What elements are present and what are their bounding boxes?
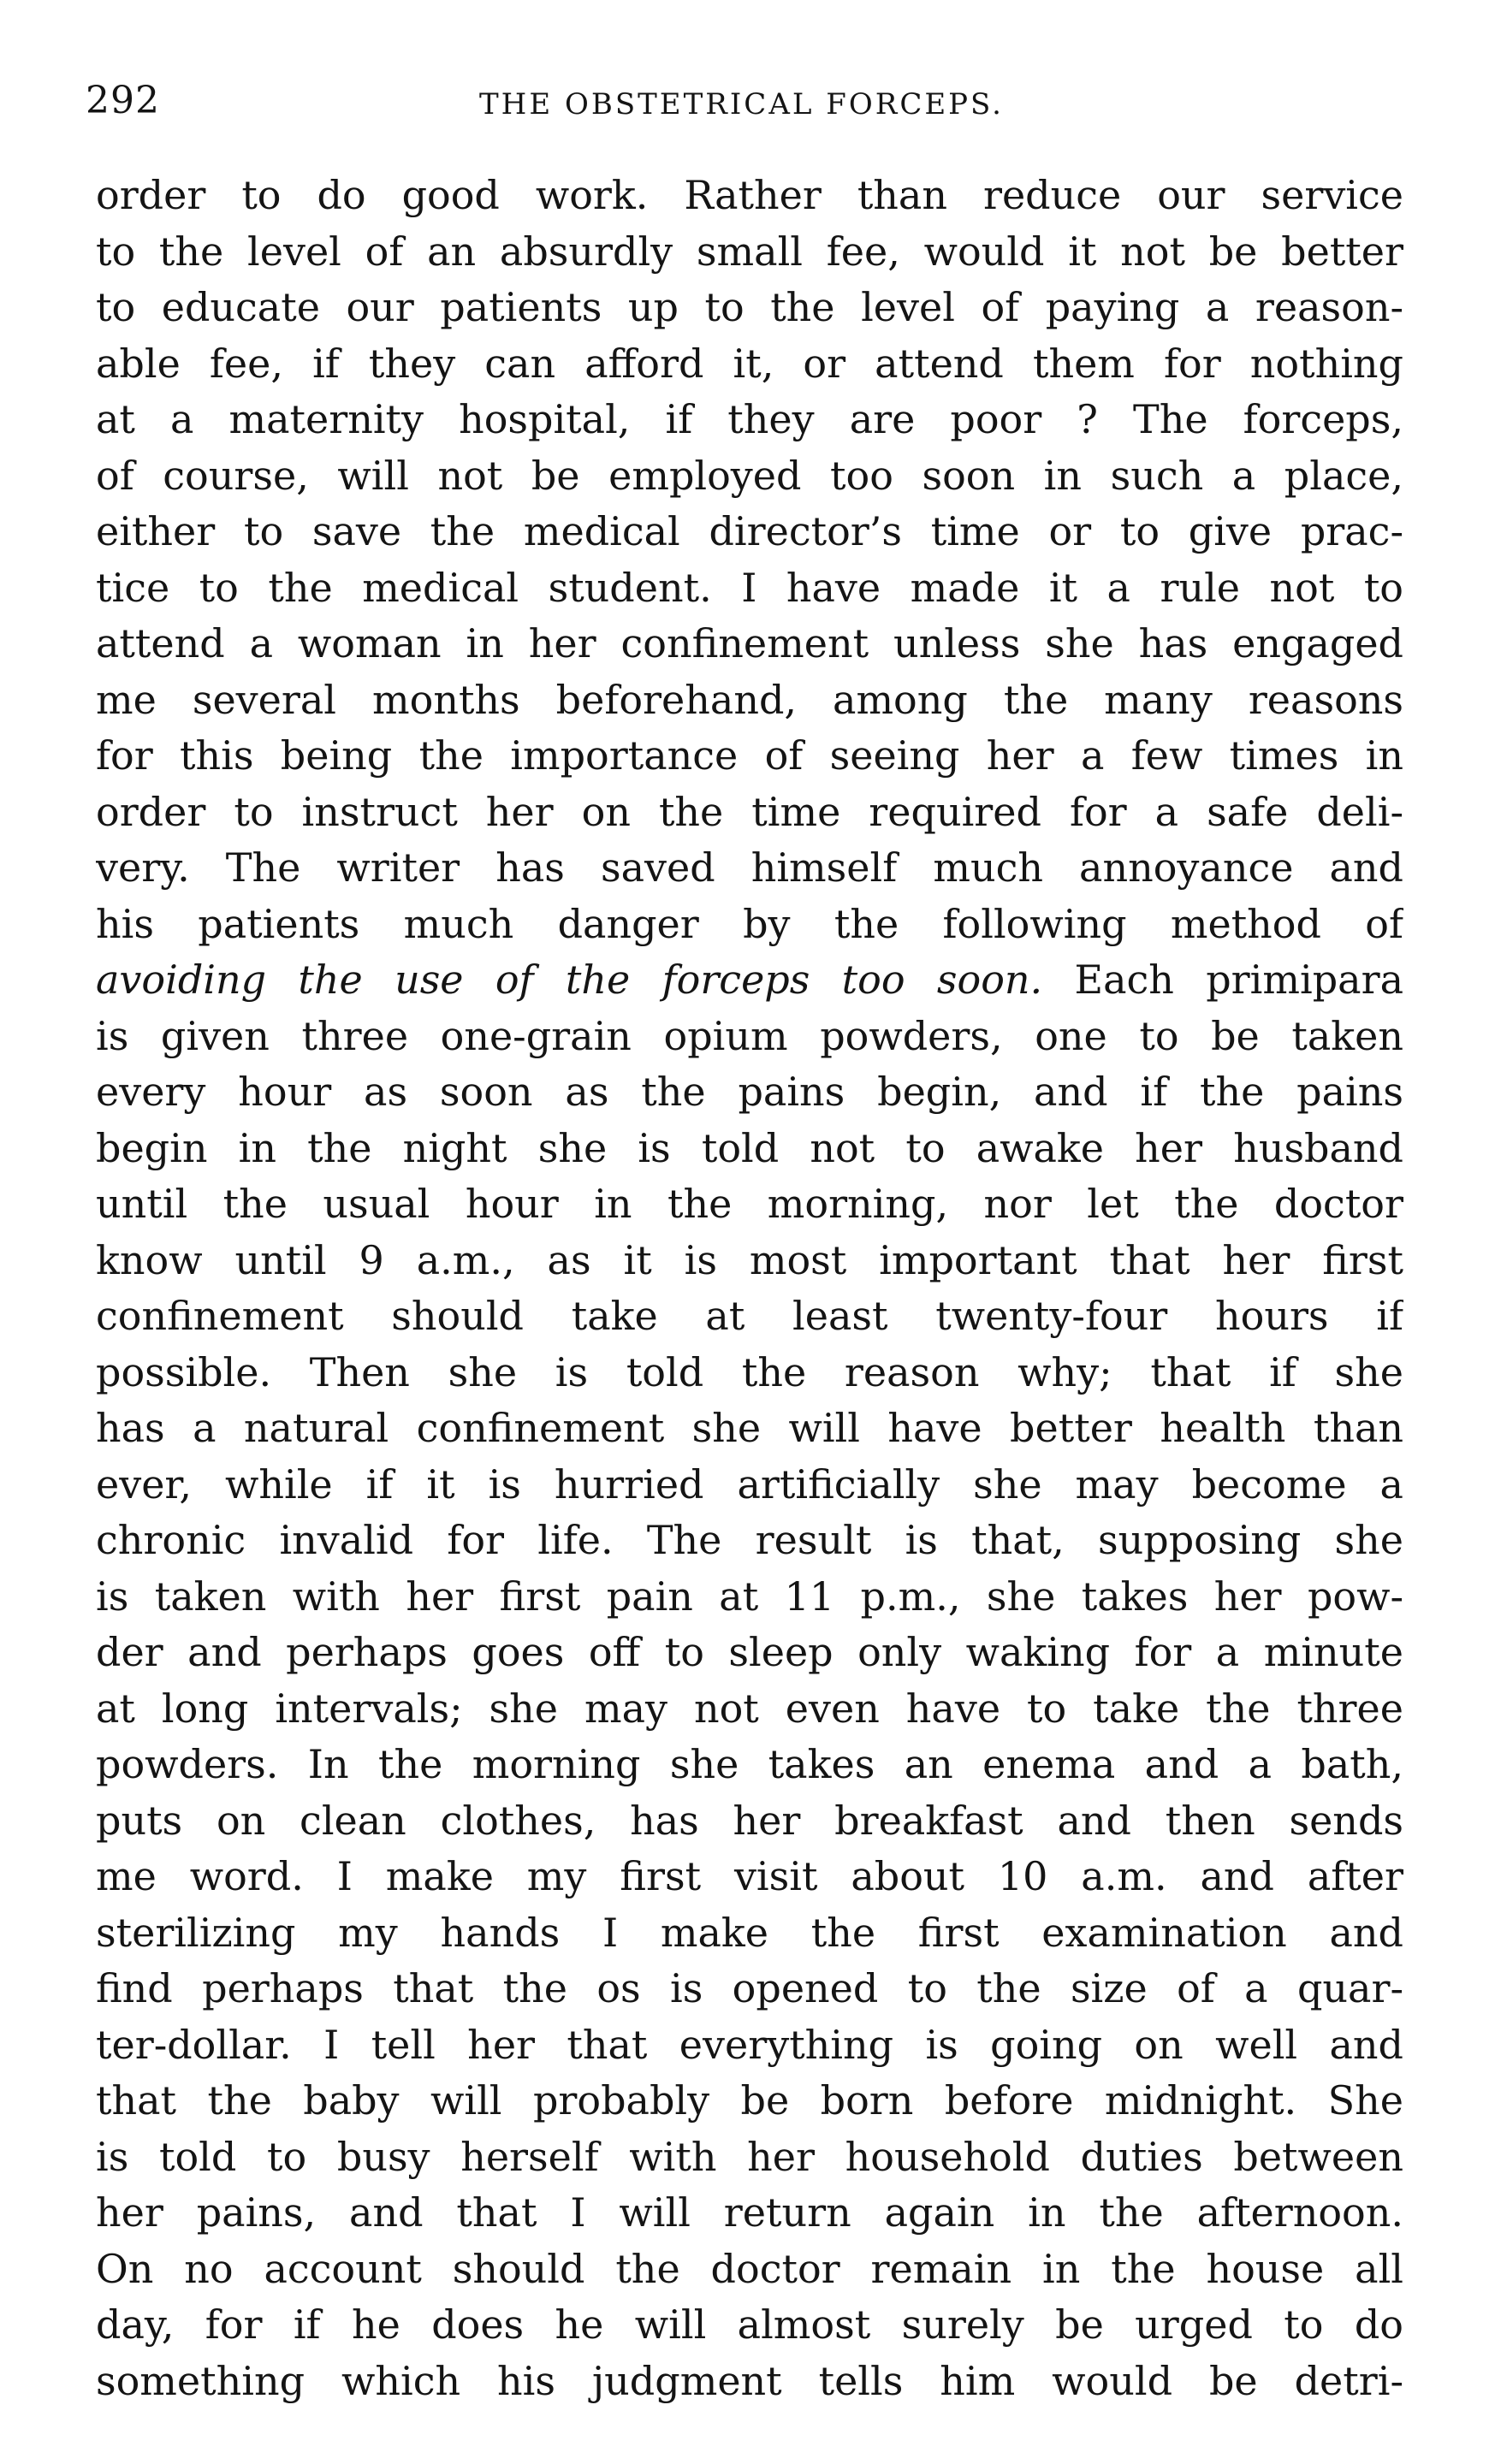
text-line: ter-dollar. I tell her that everything is going on well and (96, 2021, 1403, 2068)
text-line: very. The writer has saved himself much annoyance and (96, 844, 1403, 891)
text-line: his patients much danger by the following method of (96, 900, 1403, 947)
text-line: of course, will not be employed too soon in such a place, (96, 452, 1403, 499)
text-line: able fee, if they can afford it, or attend them for nothing (96, 340, 1403, 387)
running-head (86, 79, 1403, 130)
text-line: that the baby will probably be born before midnight. She (96, 2077, 1403, 2123)
text-line: to the level of an absurdly small fee, would it not be better (96, 228, 1403, 275)
text-line: order to do good work. Rather than reduce our service (96, 172, 1403, 218)
text-line: me word. I make my first visit about 10 a.m. and after (96, 1853, 1403, 1899)
text-line: begin in the night she is told not to awake her husband (96, 1124, 1403, 1171)
text-line: confinement should take at least twenty-four hours if (96, 1293, 1403, 1339)
running-title: THE OBSTETRICAL FORCEPS. (479, 87, 1004, 121)
text-line: powders. In the morning she takes an enema and a bath, (96, 1741, 1403, 1787)
text-line: ever, while if it is hurried artificially she may become a (96, 1460, 1403, 1507)
text-line: order to instruct her on the time required for a safe deli- (96, 788, 1403, 835)
text-line: day, for if he does he will almost surely be urged to do (96, 2301, 1403, 2348)
text-line: On no account should the doctor remain in the house all (96, 2245, 1403, 2292)
text-line: know until 9 a.m., as it is most important that her first (96, 1236, 1403, 1283)
text-line: me several months beforehand, among the many reasons (96, 676, 1403, 723)
text-line: her pains, and that I will return again in the afternoon. (96, 2189, 1403, 2236)
text-line: something which his judgment tells him would be detri- (96, 2357, 1403, 2404)
text-line: der and perhaps goes off to sleep only waking for a minute (96, 1629, 1403, 1675)
text-line: is taken with her first pain at 11 p.m., she takes her pow- (96, 1573, 1403, 1620)
text-line: has a natural confinement she will have better health than (96, 1405, 1403, 1451)
text-line: puts on clean clothes, has her breakfast and then sends (96, 1797, 1403, 1844)
text-line: sterilizing my hands I make the first examination and (96, 1909, 1403, 1956)
text-line: possible. Then she is told the reason why; that if she (96, 1348, 1403, 1395)
text-line: is given three one-grain opium powders, one to be taken (96, 1012, 1403, 1059)
text-line: tice to the medical student. I have made it a rule not to (96, 564, 1403, 611)
text-line: find perhaps that the os is opened to the size of a quar- (96, 1965, 1403, 2011)
text-line: attend a woman in her confinement unless she has engaged (96, 620, 1403, 666)
text-line: chronic invalid for life. The result is that, supposing she (96, 1517, 1403, 1563)
text-line: to educate our patients up to the level of paying a reason- (96, 284, 1403, 330)
text-line: is told to busy herself with her household duties between (96, 2133, 1403, 2180)
text-segment: Each primipara (1074, 957, 1403, 1003)
text-line: every hour as soon as the pains begin, and if the pains (96, 1069, 1403, 1115)
text-line-mixed (96, 952, 1403, 1009)
page-number: 292 (86, 79, 160, 122)
text-line: for this being the importance of seeing her a few times in (96, 732, 1403, 779)
body-text (96, 168, 1403, 2409)
text-line: either to save the medical director’s time or to give prac- (96, 508, 1403, 554)
text-line: until the usual hour in the morning, nor let the doctor (96, 1181, 1403, 1227)
text-line: at a maternity hospital, if they are poor ? The forceps, (96, 396, 1403, 442)
italic-phrase: avoiding the use of the forceps too soon. (96, 957, 1043, 1003)
text-line: at long intervals; she may not even have to take the three (96, 1685, 1403, 1732)
